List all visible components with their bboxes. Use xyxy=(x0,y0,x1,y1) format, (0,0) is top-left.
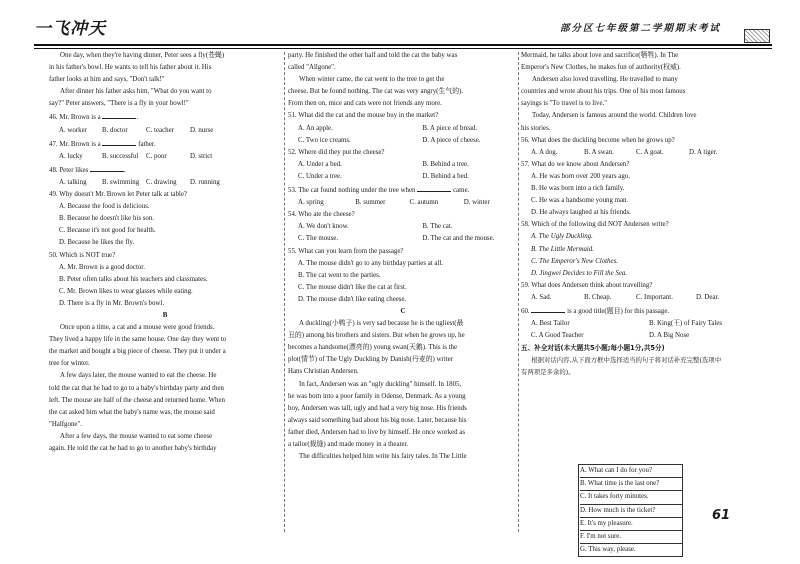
option-item: B. Because he doesn't like his son. xyxy=(59,215,155,223)
question-47: 47. Mr. Brown is a father. xyxy=(49,137,281,151)
option-item: A. The Ugly Duckling. xyxy=(531,233,593,241)
text-line: They lived a happy life in the same house. One day they went to xyxy=(49,336,227,344)
option-item: B. summer xyxy=(355,199,386,207)
section-5-title: 五、补全对话(本大题共5小题;每小题1分,共5分) xyxy=(521,344,665,353)
text-line: say?" Peter answers, "There is a fly in your bowl!" xyxy=(49,100,189,108)
passage-c-continued xyxy=(521,50,765,135)
corner-decoration xyxy=(744,29,770,43)
option-item: A. A dog. xyxy=(531,148,558,156)
option-item: B. doctor xyxy=(102,126,128,134)
question-50-options xyxy=(49,262,281,310)
option-item: C. He was a handsome young man. xyxy=(531,197,629,205)
question-55: 55. What can you learn from the passage? xyxy=(288,247,404,255)
text-line: plot(情节) of The Ugly Duckling by Danish(丹麦的) writer xyxy=(288,356,454,364)
text-line: party. He finished the other half and told the cat the baby was xyxy=(288,52,458,59)
option-item: C. A goat. xyxy=(636,148,664,156)
option-item: D. He always laughed at his friends. xyxy=(531,209,631,217)
passage-a-text xyxy=(49,50,281,110)
option-item: A. talking xyxy=(59,178,87,186)
text-line: After a few days, the mouse wanted to eat some cheese xyxy=(60,432,213,440)
question-52-options-ab xyxy=(288,159,518,171)
column-divider-2 xyxy=(518,52,519,532)
question-56: 56. What does the duckling become when he grows up? xyxy=(521,136,675,144)
question-60-options-ab xyxy=(521,318,765,330)
text-line: Hans Christian Andersen. xyxy=(288,368,359,376)
text-line: When winter came, the cat went to the tree to get the xyxy=(299,76,445,84)
text-line: father looks at him and says, "Don't talk!" xyxy=(49,76,165,84)
option-item: D. winter xyxy=(463,199,490,207)
option-item: B. swimming xyxy=(102,178,140,186)
option-item: C. Important. xyxy=(636,293,673,301)
column-divider xyxy=(284,52,285,532)
passage-c-text xyxy=(288,318,518,463)
text-line: After dinner his father asks him, "What do you want to xyxy=(60,88,212,96)
page-header xyxy=(0,0,800,44)
question-57-options xyxy=(521,171,765,219)
text-line: countries and wrote about his trips. One of his most famous xyxy=(521,88,686,96)
dialogue-option: B. What time is the last one? xyxy=(580,478,682,491)
option-item: B. successful xyxy=(102,152,139,160)
column-right xyxy=(521,50,765,379)
option-item: B. The Little Mermaid. xyxy=(531,245,594,253)
text-line: In fact, Andersen was an "ugly duckling" himself. In 1805, xyxy=(299,380,462,388)
question-49-options xyxy=(49,201,281,249)
question-60-options-cd xyxy=(521,330,765,342)
section-c-heading: C xyxy=(400,307,406,315)
option-item: A. The mouse didn't go to any birthday parties at all. xyxy=(298,259,444,267)
question-51: 51. What did the cat and the mouse buy in the market? xyxy=(288,112,439,120)
question-54-options-ab xyxy=(288,221,518,233)
option-item: C. poor xyxy=(146,152,167,160)
option-item: D. A tiger. xyxy=(689,148,718,156)
question-58-options xyxy=(521,231,765,279)
option-item: B. A piece of bread. xyxy=(422,124,478,132)
text-line: Today, Andersen is famous around the world. Children love xyxy=(532,112,697,120)
section-b-heading: B xyxy=(162,311,168,319)
dialogue-option: A. What can I do for you? xyxy=(580,465,682,478)
dialogue-option: D. How much is the ticket? xyxy=(580,505,682,518)
text-line: A few days later, the mouse wanted to eat the cheese. He xyxy=(60,372,217,380)
text-line: Andersen also loved travelling. He travelled to many xyxy=(532,76,678,84)
option-item: C. teacher xyxy=(146,126,174,134)
section-5-instructions: 根据对话内容,从下面方框中选择适当的句子将对话补充完整(选项中 xyxy=(531,356,722,365)
option-item: A. Best Tailor xyxy=(531,320,570,328)
option-item: C. Mr. Brown likes to wear glasses while eating. xyxy=(59,287,193,295)
option-item: B. Cheap. xyxy=(584,293,612,301)
option-item: D. There is a fly in Mr. Brown's bowl. xyxy=(59,299,165,307)
question-59: 59. What does Andersen think about travelling? xyxy=(521,281,653,289)
text-line: always said something bad about his big nose. Later, because his xyxy=(288,416,467,424)
text-line: father died, Andersen had to live by himself. He once worked as xyxy=(288,428,465,436)
text-line: his stories. xyxy=(521,124,551,132)
option-item: A. worker xyxy=(59,126,87,134)
text-line: cheese. But he found nothing. The cat was very angry(生气的). xyxy=(288,88,464,96)
question-56-options xyxy=(521,147,765,159)
dialogue-option: E. It's my pleasure. xyxy=(580,518,682,531)
column-left xyxy=(49,50,281,455)
option-item: C. Because it's not good for health. xyxy=(59,227,156,235)
option-item: B. A swan. xyxy=(584,148,614,156)
text-line: tree for winter. xyxy=(49,360,90,368)
question-55-options xyxy=(288,258,518,306)
question-50: 50. Which is NOT true? xyxy=(49,251,116,259)
option-item: C. drawing xyxy=(146,178,177,186)
text-line: sayings is "To travel is to live." xyxy=(521,100,608,108)
question-48-options xyxy=(49,177,281,189)
text-line: One day, when they're having dinner, Peter sees a fly(苍蝇) xyxy=(60,52,225,59)
text-line: a tailor(裁缝) and made money in a theater. xyxy=(288,441,409,448)
option-item: D. The mouse didn't like eating cheese. xyxy=(298,295,407,303)
text-line: left. The mouse ate half of the cheese and returned home. When xyxy=(49,396,225,404)
text-line: The difficulties helped him write his fairy tales. In The Little xyxy=(299,453,467,461)
dialogue-option: F. I'm not sure. xyxy=(580,531,682,544)
question-54: 54. Who ate the cheese? xyxy=(288,211,355,219)
question-51-options-ab xyxy=(288,123,518,135)
page-number: 61 xyxy=(712,508,731,523)
option-item: B. The cat. xyxy=(422,223,453,231)
option-item: B. King(王) of Fairy Tales xyxy=(649,320,723,328)
option-item: A. We don't know. xyxy=(298,223,349,231)
option-item: D. A piece of cheese. xyxy=(422,136,481,144)
text-line: in his father's bowl. He wants to tell his father about it. His xyxy=(49,64,212,72)
option-item: C. Under a tree. xyxy=(298,172,342,180)
question-47-options xyxy=(49,151,281,163)
option-item: D. Jingwei Decides to Fill the Sea. xyxy=(531,269,628,277)
option-item: A. Because the food is delicious. xyxy=(59,203,150,211)
text-line: From then on, mice and cats were not friends any more. xyxy=(288,100,442,108)
header-rule-thin xyxy=(34,48,772,49)
dialogue-option: C. It takes forty minutes. xyxy=(580,491,682,504)
column-middle xyxy=(288,50,518,463)
option-item: D. A Big Nose xyxy=(649,332,690,340)
option-item: A. An apple. xyxy=(298,124,333,132)
brand-logo: 一飞冲天 xyxy=(34,19,106,39)
text-line: "Halfgone". xyxy=(49,420,82,428)
question-52-options-cd xyxy=(288,171,518,183)
question-51-options-cd xyxy=(288,135,518,147)
option-item: C. The mouse didn't like the cat at first. xyxy=(298,283,407,291)
option-item: C. A Good Teacher xyxy=(531,332,584,340)
dialogue-options-box xyxy=(578,464,683,557)
option-item: D. The cat and the mouse. xyxy=(422,235,495,243)
option-item: C. The Emperor's New Clothes. xyxy=(531,257,618,265)
option-item: B. Peter often talks about his teachers and classmates. xyxy=(59,275,208,283)
option-item: C. autumn xyxy=(409,199,439,207)
question-46-options xyxy=(49,125,281,137)
section-5-instructions-2: 有两项是多余的)。 xyxy=(521,368,575,377)
question-60: 60. is a good title(题目) for this passage. xyxy=(521,304,765,318)
question-52: 52. Where did they put the cheese? xyxy=(288,148,385,156)
question-57: 57. What do we know about Andersen? xyxy=(521,160,630,168)
text-line: becomes a handsome(漂亮的) young swan(天鹅). This is the xyxy=(288,344,458,352)
question-58: 58. Which of the following did NOT Andersen write? xyxy=(521,221,669,229)
option-item: D. running xyxy=(190,178,220,186)
exam-title: 部分区七年级第二学期期末考试 xyxy=(560,23,722,34)
text-line: A duckling(小鸭子) is very sad because he is the ugliest(最 xyxy=(299,320,464,328)
question-54-options-cd xyxy=(288,233,518,245)
text-line: the cat asked him what the baby's name was, the mouse said xyxy=(49,408,215,416)
passage-b-continued xyxy=(288,50,518,110)
option-item: D. strict xyxy=(190,152,213,160)
question-59-options xyxy=(521,292,765,304)
option-item: B. The cat went to the parties. xyxy=(298,271,381,279)
option-item: A. He was born over 200 years ago. xyxy=(531,172,630,180)
text-line: Mermaid, he talks about love and sacrifice(牺牲). In The xyxy=(521,52,679,59)
header-rule xyxy=(34,44,772,46)
option-item: D. nurse xyxy=(190,126,214,134)
option-item: A. lucky xyxy=(59,152,83,160)
question-46: 46. Mr. Brown is a . xyxy=(49,110,281,124)
option-item: C. The mouse. xyxy=(298,235,339,243)
text-line: told the cat that he had to go to a baby's birthday party and then xyxy=(49,384,224,392)
passage-b-text xyxy=(49,322,281,455)
text-line: Emperor's New Clothes, he makes fun of authority(权威). xyxy=(521,64,681,72)
text-line: again. He told the cat he had to go to another baby's birthday xyxy=(49,445,217,452)
question-49: 49. Why doesn't Mr. Brown let Peter talk at table? xyxy=(49,191,187,199)
option-item: B. Behind a tree. xyxy=(422,160,469,168)
question-48: 48. Peter likes . xyxy=(49,163,281,177)
option-item: C. Two ice creams. xyxy=(298,136,351,144)
text-line: Once upon a time, a cat and a mouse were good friends. xyxy=(60,324,215,332)
option-item: A. Under a bed. xyxy=(298,160,342,168)
option-item: D. Dear. xyxy=(696,293,720,301)
text-line: boy, Andersen was tall, ugly and had a very big nose. His friends xyxy=(288,404,467,412)
option-item: B. He was born into a rich family. xyxy=(531,185,625,193)
question-53: 53. The cat found nothing under the tree when came. xyxy=(288,183,518,197)
option-item: A. Mr. Brown is a good doctor. xyxy=(59,263,145,271)
dialogue-option: G. This way, please. xyxy=(580,546,636,554)
option-item: D. Because he likes the fly. xyxy=(59,239,135,247)
option-item: A. spring xyxy=(298,199,324,207)
text-line: called "Allgone". xyxy=(288,64,336,72)
option-item: D. Behind a bed. xyxy=(422,172,469,180)
text-line: the market and bought a big piece of cheese. They put it under a xyxy=(49,348,226,356)
text-line: 丑的) among his brothers and sisters. But when he grows up, he xyxy=(288,332,465,340)
option-item: A. Sad. xyxy=(531,293,552,301)
question-53-options xyxy=(288,197,518,209)
text-line: he was born into a poor family in Odense, Denmark. As a young xyxy=(288,392,466,400)
